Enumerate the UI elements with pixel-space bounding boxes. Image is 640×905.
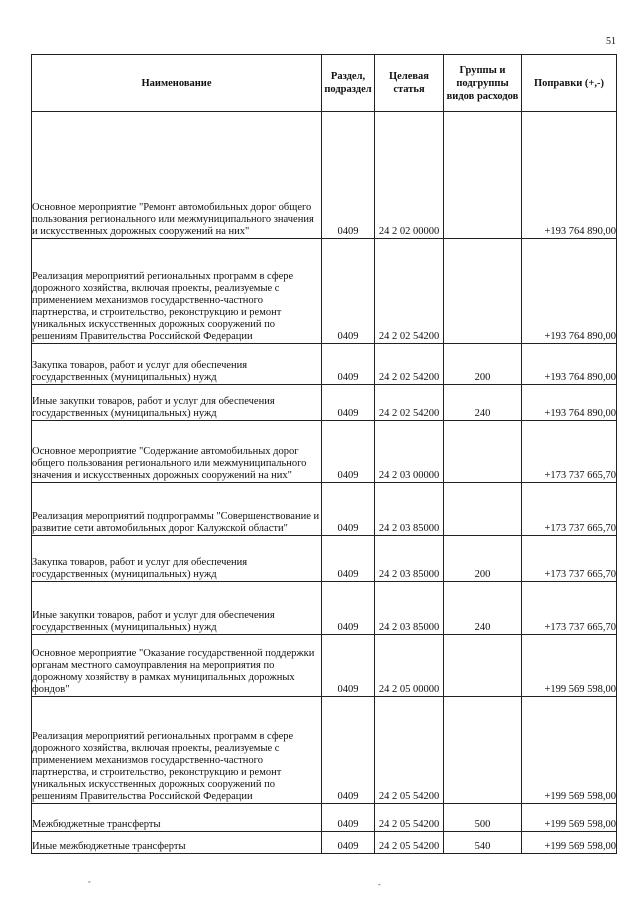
- table-row: [32, 582, 617, 635]
- row-amount: +173 737 665,70: [522, 536, 617, 582]
- row-section: 0409: [322, 239, 375, 344]
- table-row: [32, 421, 617, 483]
- row-group: 200: [444, 536, 522, 582]
- header-row: [32, 55, 617, 112]
- row-section: 0409: [322, 344, 375, 385]
- row-section: 0409: [322, 804, 375, 832]
- table-row: [32, 804, 617, 832]
- row-target: 24 2 05 54200: [375, 832, 444, 854]
- row-target: 24 2 03 85000: [375, 483, 444, 536]
- row-target: 24 2 03 85000: [375, 582, 444, 635]
- row-group: [444, 635, 522, 697]
- row-amount: +199 569 598,00: [522, 635, 617, 697]
- header-name: Наименование: [32, 55, 322, 112]
- row-group: 200: [444, 344, 522, 385]
- row-name: Основное мероприятие "Содержание автомобильных дорог общего пользования регионального или межмуниципального значения и искусственных дорожных сооружений на них": [32, 421, 322, 483]
- row-amount: +193 764 890,00: [522, 112, 617, 239]
- row-amount: +173 737 665,70: [522, 421, 617, 483]
- row-section: 0409: [322, 112, 375, 239]
- row-amount: +199 569 598,00: [522, 832, 617, 854]
- row-amount: +193 764 890,00: [522, 385, 617, 421]
- row-target: 24 2 05 54200: [375, 804, 444, 832]
- row-name: Основное мероприятие "Ремонт автомобильных дорог общего пользования регионального или межмуниципального значения и искусственных дорожных сооружений на них": [32, 112, 322, 239]
- row-section: 0409: [322, 582, 375, 635]
- scan-mark: ˇ: [88, 880, 91, 889]
- row-name: Основное мероприятие "Оказание государственной поддержки органам местного самоуправления на мероприятия по дорожному хозяйству в рамках муниципальных дорожных фондов": [32, 635, 322, 697]
- page-number: 51: [606, 36, 616, 47]
- row-group: [444, 239, 522, 344]
- row-group: [444, 112, 522, 239]
- row-target: 24 2 03 00000: [375, 421, 444, 483]
- row-section: 0409: [322, 483, 375, 536]
- row-group: 240: [444, 582, 522, 635]
- row-name: Закупка товаров, работ и услуг для обеспечения государственных (муниципальных) нужд: [32, 344, 322, 385]
- row-amount: +173 737 665,70: [522, 582, 617, 635]
- row-section: 0409: [322, 832, 375, 854]
- table-row: [32, 239, 617, 344]
- row-amount: +199 569 598,00: [522, 697, 617, 804]
- row-section: 0409: [322, 421, 375, 483]
- table-row: [32, 112, 617, 239]
- row-name: Реализация мероприятий региональных программ в сфере дорожного хозяйства, включая проекты, реализуемые с применением механизмов государственно-частного партнерства, и строительство, реконструкцию и ремонт уникальных искусственных дорожных сооружений по решениям Правительства Российской Федерации: [32, 239, 322, 344]
- row-target: 24 2 05 54200: [375, 697, 444, 804]
- table-row: [32, 832, 617, 854]
- table-row: [32, 697, 617, 804]
- row-group: 240: [444, 385, 522, 421]
- table-row: [32, 483, 617, 536]
- row-section: 0409: [322, 536, 375, 582]
- row-name: Иные межбюджетные трансферты: [32, 832, 322, 854]
- row-amount: +173 737 665,70: [522, 483, 617, 536]
- table-row: [32, 536, 617, 582]
- row-target: 24 2 02 54200: [375, 385, 444, 421]
- row-section: 0409: [322, 635, 375, 697]
- table-row: [32, 385, 617, 421]
- row-amount: +199 569 598,00: [522, 804, 617, 832]
- row-target: 24 2 02 54200: [375, 344, 444, 385]
- table-row: [32, 635, 617, 697]
- row-name: Иные закупки товаров, работ и услуг для обеспечения государственных (муниципальных) нужд: [32, 385, 322, 421]
- row-group: [444, 697, 522, 804]
- table-row: [32, 344, 617, 385]
- row-amount: +193 764 890,00: [522, 344, 617, 385]
- row-name: Иные закупки товаров, работ и услуг для обеспечения государственных (муниципальных) нужд: [32, 582, 322, 635]
- row-target: 24 2 05 00000: [375, 635, 444, 697]
- row-group: [444, 483, 522, 536]
- row-target: 24 2 02 00000: [375, 112, 444, 239]
- row-group: [444, 421, 522, 483]
- row-group: 500: [444, 804, 522, 832]
- row-name: Реализация мероприятий подпрограммы "Совершенствование и развитие сети автомобильных дорог Калужской области": [32, 483, 322, 536]
- scan-mark: -: [378, 880, 381, 889]
- header-amendments: Поправки (+,-): [522, 55, 617, 112]
- row-group: 540: [444, 832, 522, 854]
- row-amount: +193 764 890,00: [522, 239, 617, 344]
- row-section: 0409: [322, 385, 375, 421]
- header-groups: Группы и подгруппы видов расходов: [444, 55, 522, 112]
- row-target: 24 2 02 54200: [375, 239, 444, 344]
- row-name: Закупка товаров, работ и услуг для обеспечения государственных (муниципальных) нужд: [32, 536, 322, 582]
- budget-table: [31, 54, 617, 854]
- row-name: Межбюджетные трансферты: [32, 804, 322, 832]
- row-section: 0409: [322, 697, 375, 804]
- row-name: Реализация мероприятий региональных программ в сфере дорожного хозяйства, включая проекты, реализуемые с применением механизмов государственно-частного партнерства, и строительство, реконструкцию и ремонт уникальных искусственных дорожных сооружений по решениям Правительства Российской Федерации: [32, 697, 322, 804]
- row-target: 24 2 03 85000: [375, 536, 444, 582]
- header-target: Целевая статья: [375, 55, 444, 112]
- header-section: Раздел, подраздел: [322, 55, 375, 112]
